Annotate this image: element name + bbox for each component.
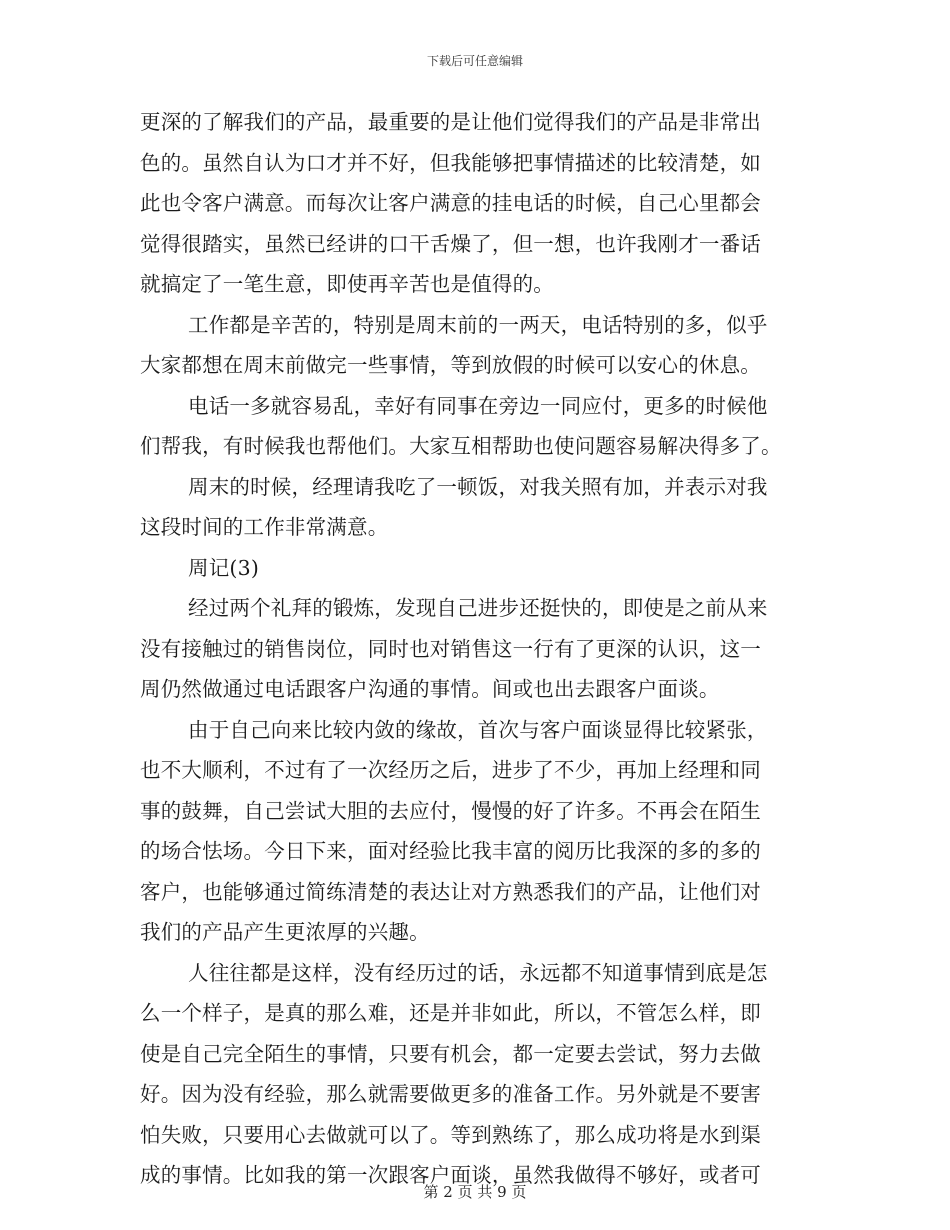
page-header: 下载后可任意编辑	[426, 54, 523, 68]
text-line: 此也令客户满意。而每次让客户满意的挂电话的时候，自己心里都会	[140, 191, 761, 215]
text-line: 这段时间的工作非常满意。	[140, 515, 389, 539]
text-line: 大家都想在周末前做完一些事情，等到放假的时候可以安心的休息。	[140, 353, 761, 377]
text-line: 色的。虽然自认为口才并不好，但我能够把事情描述的比较清楚，如	[140, 150, 761, 175]
text-line: 更深的了解我们的产品，最重要的是让他们觉得我们的产品是非常出	[140, 110, 761, 134]
text-line: 就搞定了一笔生意，即使再辛苦也是值得的。	[140, 272, 554, 296]
text-line: 客户，也能够通过简练清楚的表达让对方熟悉我们的产品，让他们对	[140, 879, 761, 904]
document-body	[140, 102, 810, 1196]
text-line: 使是自己完全陌生的事情，只要有机会，都一定要去尝试，努力去做	[140, 1041, 761, 1066]
text-line: 我们的产品产生更浓厚的兴趣。	[140, 920, 430, 944]
text-line: 周末的时候，经理请我吃了一顿饭，对我关照有加，并表示对我	[188, 474, 768, 499]
page-footer: 第 2 页 共 9 页	[423, 1183, 527, 1201]
text-line: 么一个样子，是真的那么难，还是并非如此，所以，不管怎么样，即	[140, 1001, 761, 1025]
text-line: 周记(3)	[188, 555, 260, 580]
text-line: 工作都是辛苦的，特别是周末前的一两天，电话特别的多，似乎	[188, 312, 768, 337]
text-line: 人往往都是这样，没有经历过的话，永远都不知道事情到底是怎	[188, 960, 768, 985]
text-line: 经过两个礼拜的锻炼，发现自己进步还挺快的，即使是之前从来	[188, 596, 768, 620]
text-line: 觉得很踏实，虽然已经讲的口干舌燥了，但一想，也许我刚才一番话	[140, 231, 761, 256]
text-line: 成的事情。比如我的第一次跟客户面谈，虽然我做得不够好，或者可	[140, 1163, 761, 1187]
text-line: 怕失败，只要用心去做就可以了。等到熟练了，那么成功将是水到渠	[140, 1122, 761, 1147]
text-line: 由于自己向来比较内敛的缘故，首次与客户面谈显得比较紧张，	[188, 717, 768, 742]
text-line: 好。因为没有经验，那么就需要做更多的准备工作。另外就是不要害	[140, 1082, 761, 1106]
text-line: 没有接触过的销售岗位，同时也对销售这一行有了更深的认识，这一	[140, 636, 761, 661]
text-line: 电话一多就容易乱，幸好有同事在旁边一同应付，更多的时候他	[188, 393, 768, 418]
text-line: 们帮我，有时候我也帮他们。大家互相帮助也使问题容易解决得多了。	[140, 434, 782, 458]
text-line: 周仍然做通过电话跟客户沟通的事情。间或也出去跟客户面谈。	[140, 677, 720, 701]
text-line: 也不大顺利，不过有了一次经历之后，进步了不少，再加上经理和同	[140, 758, 761, 782]
text-line: 事的鼓舞，自己尝试大胆的去应付，慢慢的好了许多。不再会在陌生	[140, 798, 761, 823]
text-line: 的场合怯场。今日下来，面对经验比我丰富的阅历比我深的多的多的	[140, 839, 761, 863]
